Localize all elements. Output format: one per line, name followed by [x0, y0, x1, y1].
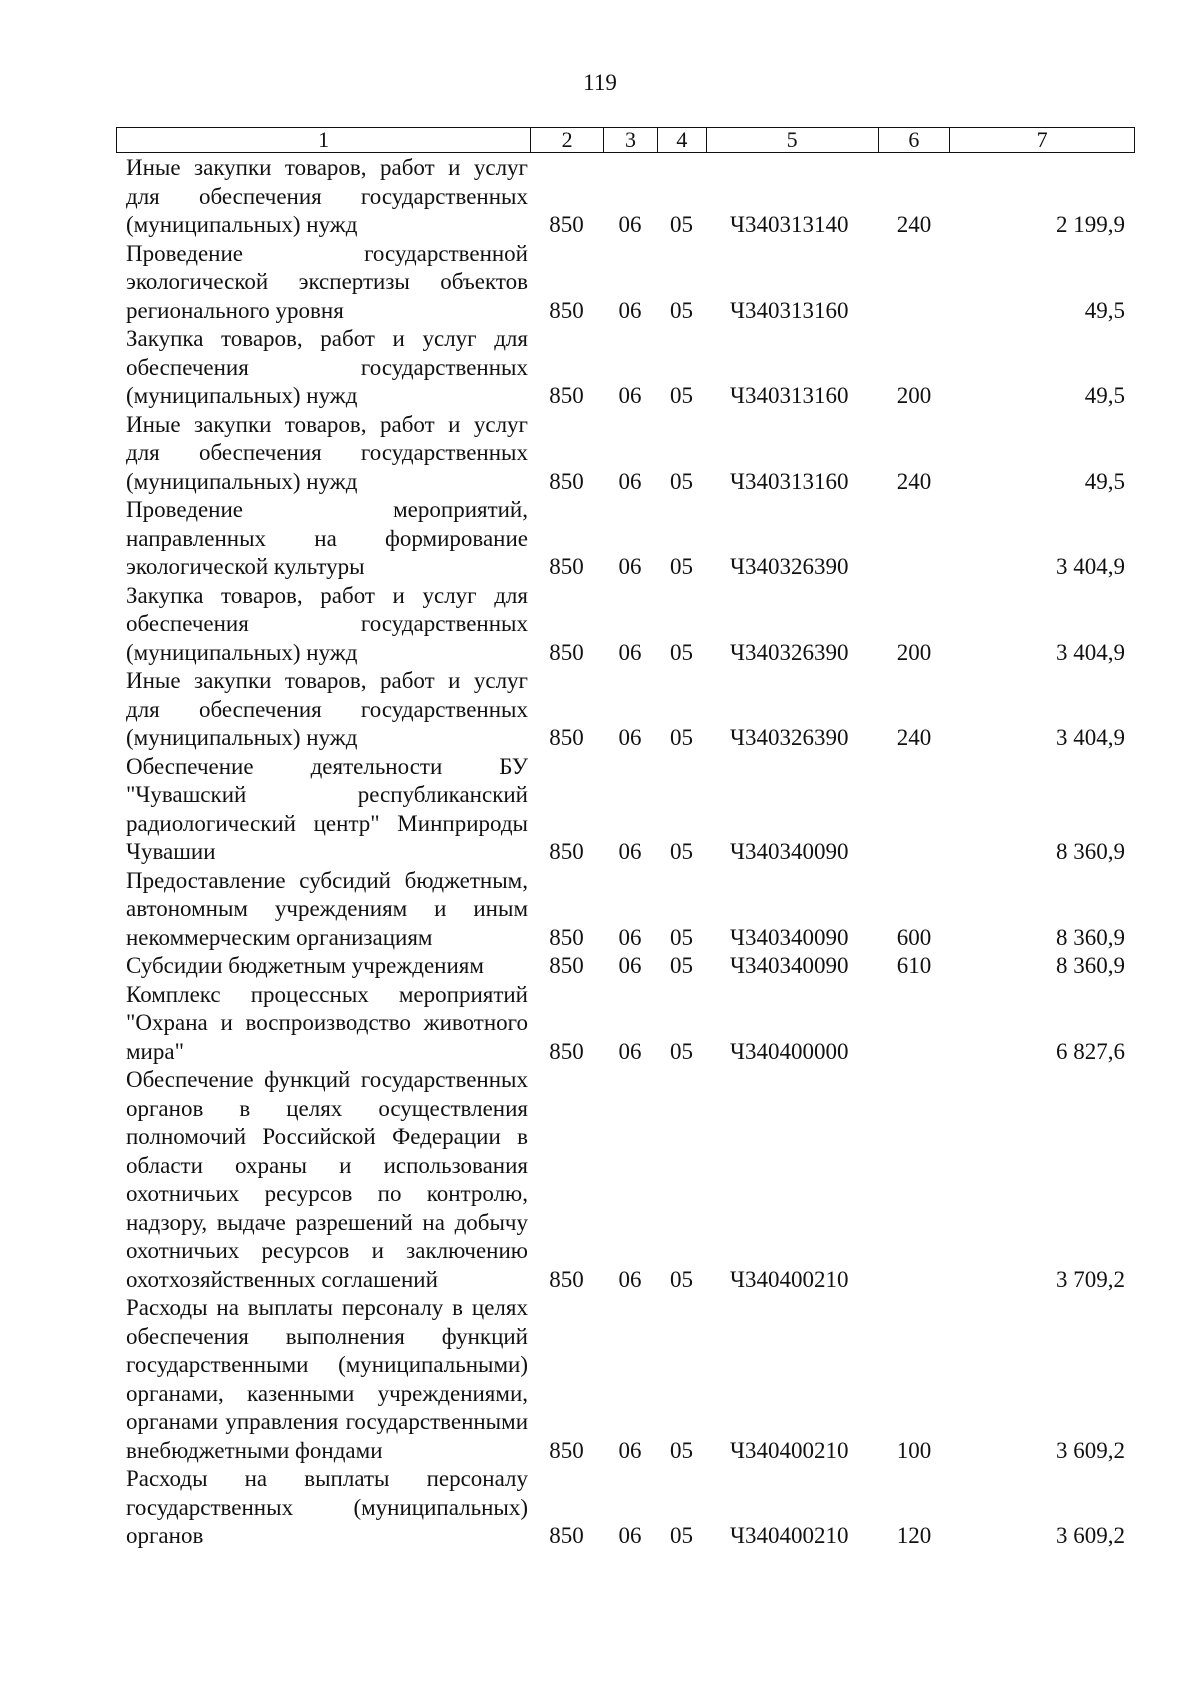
row-code-2: 850 — [549, 383, 584, 408]
row-name: Иные закупки товаров, работ и услуг для обеспечения государственных (муниципальных) нужд — [126, 411, 528, 494]
row-code-5: Ч340326390 — [730, 639, 849, 665]
row-code-3: 06 — [618, 725, 642, 750]
row-code-6: 610 — [896, 953, 932, 978]
row-amount: 49,5 — [1084, 468, 1125, 494]
row-code-4: 05 — [670, 383, 693, 408]
row-code-5: Ч340340090 — [730, 924, 849, 950]
row-name: Проведение мероприятий, направленных на формирование экологической культуры — [126, 497, 528, 579]
row-code-6: 100 — [896, 1437, 932, 1463]
row-code-4: 05 — [670, 725, 693, 750]
table-row — [116, 1066, 1135, 1294]
row-amount: 3 709,2 — [1056, 1266, 1125, 1292]
row-code-6: 200 — [896, 639, 932, 665]
row-amount: 8 360,9 — [1056, 953, 1125, 978]
row-amount: 3 609,2 — [1056, 1437, 1125, 1463]
row-name: Закупка товаров, работ и услуг для обеспечения государственных (муниципальных) нужд — [126, 582, 528, 665]
row-code-3: 06 — [618, 953, 642, 978]
row-code-3: 06 — [618, 639, 642, 665]
row-code-3: 06 — [618, 212, 642, 237]
row-name: Расходы на выплаты персоналу государственных (муниципальных) органов — [126, 1466, 528, 1548]
row-code-3: 06 — [618, 468, 642, 494]
header-cell-5: 5 — [706, 128, 878, 152]
row-code-4: 05 — [670, 212, 693, 237]
row-code-2: 850 — [549, 953, 584, 978]
header-cell-2: 2 — [530, 128, 603, 152]
table-row — [116, 411, 1135, 497]
page-number: 119 — [583, 70, 617, 95]
row-code-6: 120 — [896, 1523, 932, 1548]
row-code-2: 850 — [549, 639, 584, 665]
table-row — [116, 240, 1135, 326]
budget-table-body — [116, 154, 1135, 1551]
row-code-3: 06 — [618, 1437, 642, 1463]
row-code-6: 600 — [896, 924, 932, 950]
row-amount: 49,5 — [1084, 383, 1125, 408]
table-row — [116, 981, 1135, 1067]
row-amount: 3 609,2 — [1056, 1523, 1125, 1548]
row-code-4: 05 — [670, 297, 693, 323]
table-row — [116, 1465, 1135, 1551]
row-code-4: 05 — [670, 639, 693, 665]
row-name: Субсидии бюджетным учреждениям — [126, 953, 484, 978]
row-amount: 2 199,9 — [1056, 212, 1125, 237]
table-row — [116, 582, 1135, 668]
row-code-4: 05 — [670, 1523, 693, 1548]
row-amount: 3 404,9 — [1056, 639, 1125, 665]
row-code-2: 850 — [549, 1523, 584, 1548]
row-code-5: Ч340340090 — [730, 839, 849, 864]
header-cell-3: 3 — [603, 128, 657, 152]
row-name: Расходы на выплаты персоналу в целях обеспечения выполнения функций государственными (муниципальными) органами, казенными учреждениями, органами управления государственными внебюджетными фондами — [126, 1295, 528, 1463]
row-code-3: 06 — [618, 1266, 642, 1292]
row-amount: 8 360,9 — [1056, 839, 1125, 864]
row-code-3: 06 — [618, 924, 642, 950]
row-name: Проведение государственной экологической экспертизы объектов регионального уровня — [126, 240, 528, 323]
row-amount: 6 827,6 — [1056, 1038, 1125, 1064]
row-amount: 8 360,9 — [1056, 924, 1125, 950]
row-code-4: 05 — [670, 1266, 693, 1292]
row-name: Предоставление субсидий бюджетным, автономным учреждениям и иным некоммерческим организациям — [126, 867, 528, 950]
row-code-3: 06 — [618, 383, 642, 408]
row-code-2: 850 — [549, 1266, 584, 1292]
row-code-5: Ч340313160 — [730, 468, 849, 494]
row-amount: 3 404,9 — [1056, 725, 1125, 750]
row-code-2: 850 — [549, 212, 584, 237]
row-code-6: 240 — [896, 725, 932, 750]
row-code-6: 240 — [896, 468, 932, 494]
row-code-5: Ч340400210 — [730, 1523, 849, 1548]
row-code-5: Ч340326390 — [730, 725, 849, 750]
row-code-4: 05 — [670, 839, 693, 864]
row-code-3: 06 — [618, 297, 642, 323]
row-code-5: Ч340313160 — [730, 383, 849, 408]
row-code-2: 850 — [549, 468, 584, 494]
row-code-2: 850 — [549, 839, 584, 864]
row-code-6: 240 — [896, 212, 932, 237]
table-row — [116, 667, 1135, 753]
row-code-4: 05 — [670, 1437, 693, 1463]
row-code-4: 05 — [670, 468, 693, 494]
row-amount: 3 404,9 — [1056, 554, 1125, 579]
row-code-5: Ч340400210 — [730, 1266, 849, 1292]
row-code-6: 200 — [896, 383, 932, 408]
row-code-5: Ч340313140 — [730, 212, 849, 237]
row-name: Иные закупки товаров, работ и услуг для обеспечения государственных (муниципальных) нужд — [126, 155, 528, 237]
row-name: Обеспечение деятельности БУ "Чувашский республиканский радиологический центр" Минприроды Чувашии — [126, 753, 528, 864]
row-code-5: Ч340400210 — [730, 1437, 849, 1463]
row-code-2: 850 — [549, 297, 584, 323]
row-code-4: 05 — [670, 1038, 693, 1064]
row-name: Закупка товаров, работ и услуг для обеспечения государственных (муниципальных) нужд — [126, 326, 528, 408]
row-code-4: 05 — [670, 924, 693, 950]
table-row — [116, 753, 1135, 867]
row-code-2: 850 — [549, 924, 584, 950]
row-code-3: 06 — [618, 1523, 642, 1548]
table-row — [116, 952, 1135, 981]
header-cell-4: 4 — [657, 128, 706, 152]
row-code-2: 850 — [549, 725, 584, 750]
row-code-5: Ч340326390 — [730, 554, 849, 579]
row-name: Иные закупки товаров, работ и услуг для обеспечения государственных (муниципальных) нужд — [126, 668, 528, 750]
table-row — [116, 867, 1135, 953]
row-code-3: 06 — [618, 554, 642, 579]
header-cell-1: 1 — [318, 127, 330, 152]
row-code-2: 850 — [549, 1437, 584, 1463]
table-row — [116, 496, 1135, 582]
table-header-row — [116, 127, 1135, 153]
row-amount: 49,5 — [1084, 297, 1125, 323]
row-code-4: 05 — [670, 953, 693, 978]
row-code-2: 850 — [549, 554, 584, 579]
header-cell-7: 7 — [949, 128, 1134, 152]
row-name: Комплекс процессных мероприятий "Охрана и воспроизводство животного мира" — [126, 981, 528, 1064]
row-code-4: 05 — [670, 554, 693, 579]
table-row — [116, 154, 1135, 240]
row-code-5: Ч340400000 — [730, 1038, 849, 1064]
row-code-5: Ч340340090 — [730, 953, 849, 978]
row-code-3: 06 — [618, 839, 642, 864]
header-cell-6: 6 — [878, 128, 950, 152]
table-row — [116, 1294, 1135, 1465]
row-name: Обеспечение функций государственных органов в целях осуществления полномочий Российской Федерации в области охраны и использования охотничьих ресурсов по контролю, надзору, выдаче разрешений на добычу охотничьих ресурсов и заключению охотхозяйственных соглашений — [126, 1067, 528, 1292]
row-code-3: 06 — [618, 1038, 642, 1064]
row-code-5: Ч340313160 — [730, 297, 849, 323]
row-code-2: 850 — [549, 1038, 584, 1064]
table-row — [116, 325, 1135, 411]
